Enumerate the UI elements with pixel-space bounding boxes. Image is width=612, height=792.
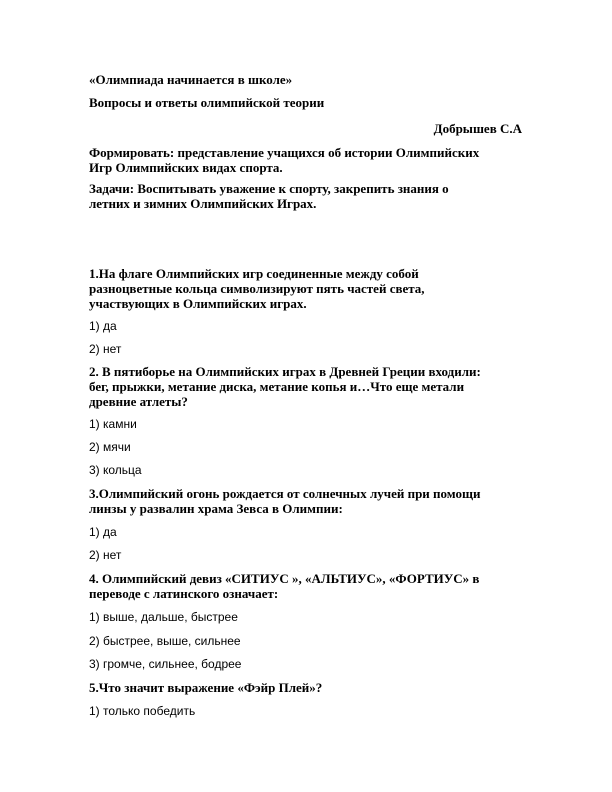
goal-line: Формировать: представление учащихся об истории Олимпийских	[89, 145, 480, 160]
question-2-text: 2. В пятиборье на Олимпийских играх в Древней Греции входили:	[89, 364, 481, 379]
answer-option: 1) да	[89, 319, 117, 333]
question-2-text: древние атлеты?	[89, 394, 188, 409]
tasks-line: летних и зимних Олимпийских Играх.	[89, 196, 317, 211]
question-1-text: разноцветные кольца символизируют пять частей света,	[89, 281, 425, 296]
answer-option: 2) мячи	[89, 440, 131, 454]
answer-option: 1) камни	[89, 417, 137, 431]
question-3-text: линзы у развалин храма Зевса в Олимпии:	[89, 501, 343, 516]
question-4-text: переводе с латинского означает:	[89, 586, 279, 601]
answer-option: 1) выше, дальше, быстрее	[89, 610, 238, 624]
question-1-text: 1.На флаге Олимпийских игр соединенные между собой	[89, 266, 419, 281]
answer-option: 1) да	[89, 525, 117, 539]
question-4-text: 4. Олимпийский девиз «СИТИУС », «АЛЬТИУС», «ФОРТИУС» в	[89, 571, 480, 586]
answer-option: 2) нет	[89, 548, 122, 562]
question-1-text: участвующих в Олимпийских играх.	[89, 296, 307, 311]
answer-option: 2) быстрее, выше, сильнее	[89, 634, 241, 648]
document-subtitle: Вопросы и ответы олимпийской теории	[89, 95, 325, 110]
tasks-line: Задачи: Воспитывать уважение к спорту, закрепить знания о	[89, 181, 449, 196]
document-title: «Олимпиада начинается в школе»	[89, 72, 293, 87]
goal-line: Игр Олимпийских видах спорта.	[89, 160, 283, 175]
author-name: Добрышев С.А	[433, 121, 522, 136]
answer-option: 2) нет	[89, 342, 122, 356]
question-3-text: 3.Олимпийский огонь рождается от солнечных лучей при помощи	[89, 486, 481, 501]
answer-option: 3) громче, сильнее, бодрее	[89, 657, 242, 671]
answer-option: 1) только победить	[89, 704, 196, 718]
question-2-text: бег, прыжки, метание диска, метание копья и…Что еще метали	[89, 379, 465, 394]
question-5-text: 5.Что значит выражение «Фэйр Плей»?	[89, 680, 323, 695]
answer-option: 3) кольца	[89, 463, 142, 477]
